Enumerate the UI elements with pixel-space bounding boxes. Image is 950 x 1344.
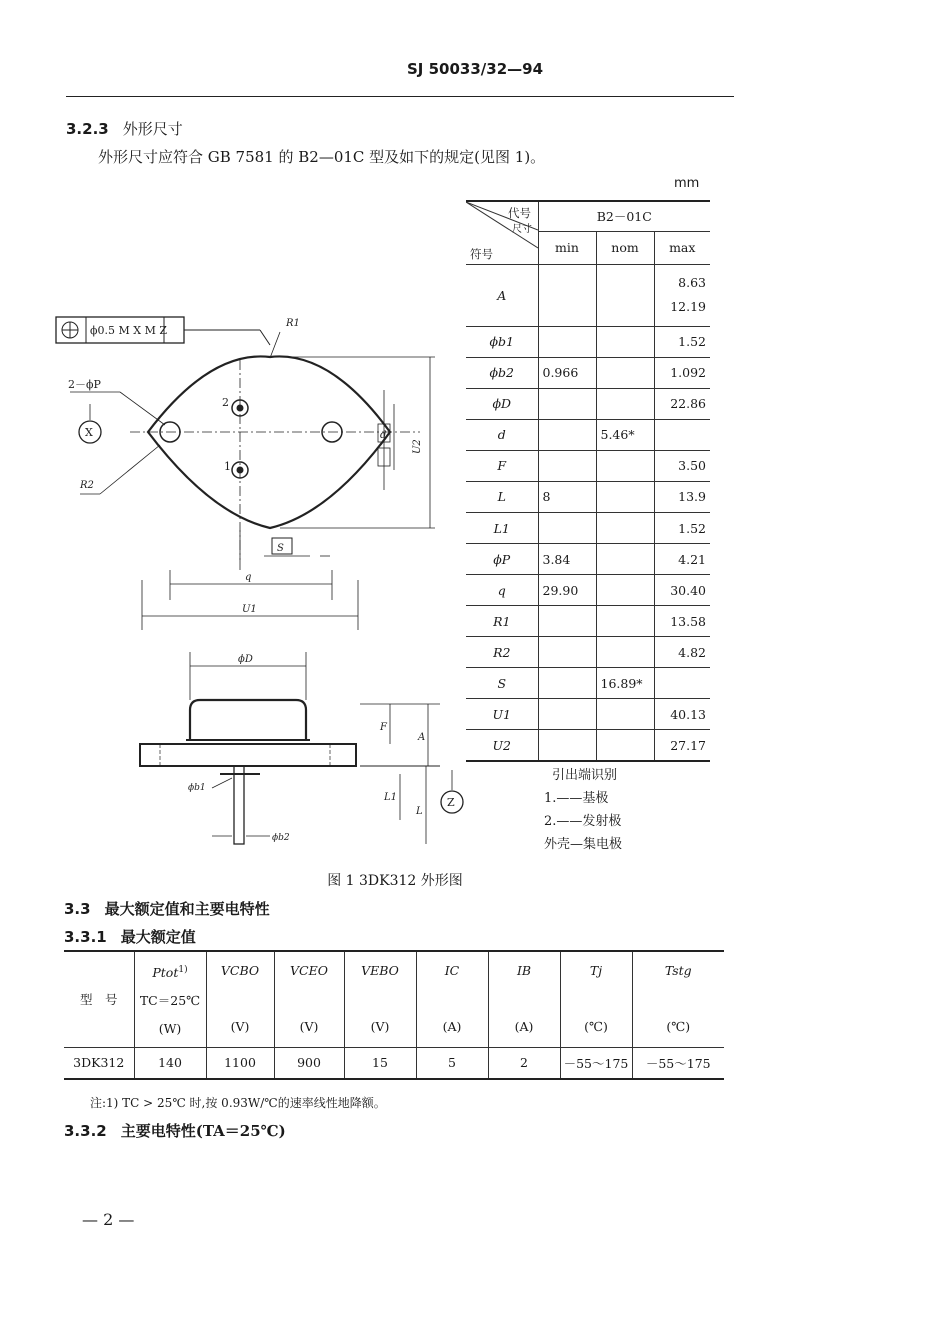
cell-model: 3DK312 [64, 1047, 134, 1079]
row-symbol: ϕD [466, 388, 538, 419]
pin-id-emitter: 2.——发射极 [544, 814, 622, 829]
row-max: 4.21 [654, 544, 710, 575]
d-label: d [380, 430, 387, 441]
section-3-3-2-heading [64, 1120, 286, 1141]
ptot-header [134, 951, 206, 1047]
row-nom: 16.89* [596, 668, 654, 699]
row-nom [596, 544, 654, 575]
row-nom [596, 699, 654, 730]
row-symbol: L1 [466, 512, 538, 543]
col-min-header: min [538, 231, 596, 264]
table-row [466, 575, 710, 606]
phib1-label: ϕb1 [188, 783, 206, 793]
table-row [466, 699, 710, 730]
row-max: 1.52 [654, 512, 710, 543]
vceo-symbol: VCEO [290, 963, 328, 979]
table-row [466, 264, 710, 326]
tolerance-text: ϕ0.5 M X M Z [90, 324, 167, 337]
pin-1-label: 1 [224, 460, 231, 473]
tstg-unit: (℃) [666, 1019, 691, 1035]
table-row [466, 544, 710, 575]
row-nom [596, 357, 654, 388]
row-min [538, 264, 596, 326]
l-label: L [416, 806, 423, 817]
cell-vebo: 15 [344, 1047, 416, 1079]
pin-2-label: 2 [222, 396, 229, 409]
col-nom-header: nom [596, 231, 654, 264]
vebo-unit: (V) [370, 1019, 390, 1035]
cell-ptot: 140 [134, 1047, 206, 1079]
row-max: 1.52 [654, 326, 710, 357]
row-symbol: L [466, 481, 538, 512]
row-min [538, 730, 596, 761]
row-symbol: R2 [466, 637, 538, 668]
vcbo-unit: (V) [230, 1019, 250, 1035]
row-max [654, 419, 710, 450]
section-3-3-1-heading [64, 926, 196, 947]
f-label: F [380, 722, 387, 733]
cell-tj: －55～175 [560, 1047, 632, 1079]
row-max: 13.58 [654, 606, 710, 637]
row-max: 3.50 [654, 450, 710, 481]
table-row [466, 357, 710, 388]
row-nom: 5.46* [596, 419, 654, 450]
side-flange [140, 744, 356, 766]
row-nom [596, 512, 654, 543]
r1-label: R1 [286, 318, 300, 329]
row-nom [596, 637, 654, 668]
section-3-2-3-heading [66, 118, 183, 139]
section-title: 最大额定值 [120, 928, 196, 946]
row-min [538, 388, 596, 419]
section-3-2-3-text: 外形尺寸应符合 GB 7581 的 B2—01C 型及如下的规定(见图 1)。 [98, 148, 546, 166]
row-min: 8 [538, 481, 596, 512]
tj-header [560, 951, 632, 1047]
row-max [654, 264, 710, 326]
datum-x-label: X [85, 426, 93, 439]
u1-label: U1 [242, 604, 257, 615]
footnote: 注:1) TC > 25℃ 时,按 0.93W/℃的速率线性地降额。 [90, 1096, 386, 1110]
cell-vceo: 900 [274, 1047, 344, 1079]
row-symbol: R1 [466, 606, 538, 637]
row-max: 27.17 [654, 730, 710, 761]
ib-header [488, 951, 560, 1047]
type-header: B2－01C [538, 201, 710, 231]
section-title: 最大额定值和主要电特性 [104, 900, 270, 918]
row-nom [596, 450, 654, 481]
figure-caption: 图 1 3DK312 外形图 [327, 873, 463, 889]
case-outline [148, 356, 390, 528]
ratings-header-row [64, 951, 724, 1047]
table-row [466, 668, 710, 699]
q-label: q [245, 572, 252, 583]
row-symbol: S [466, 668, 538, 699]
row-max: 1.092 [654, 357, 710, 388]
ic-unit: (A) [442, 1019, 462, 1035]
table-row [466, 606, 710, 637]
row-symbol: q [466, 575, 538, 606]
cell-vcbo: 1100 [206, 1047, 274, 1079]
unit-label: mm [674, 176, 700, 191]
section-number: 3.3.2 [64, 1122, 107, 1140]
row-min [538, 419, 596, 450]
row-min [538, 512, 596, 543]
ib-symbol: IB [516, 963, 532, 979]
u2-label: U2 [412, 439, 423, 454]
row-symbol: A [466, 264, 538, 326]
row-min [538, 326, 596, 357]
lead [234, 766, 244, 844]
r2-label: R2 [80, 480, 94, 491]
ptot-note: 1) [178, 964, 188, 975]
row-min [538, 637, 596, 668]
row-nom [596, 575, 654, 606]
vceo-header [274, 951, 344, 1047]
s-label: S [277, 543, 284, 554]
datum-z-label: Z [447, 796, 455, 809]
tj-unit: (℃) [584, 1019, 608, 1035]
row-nom [596, 326, 654, 357]
row-symbol: d [466, 419, 538, 450]
2p-label: 2－ϕP [68, 378, 101, 391]
vebo-symbol: VEBO [361, 963, 399, 979]
l1-label: L1 [384, 792, 398, 803]
row-symbol: ϕb2 [466, 357, 538, 388]
row-min: 29.90 [538, 575, 596, 606]
vcbo-header [206, 951, 274, 1047]
row-nom [596, 730, 654, 761]
row-max [654, 668, 710, 699]
row-max: 4.82 [654, 637, 710, 668]
a-label: A [418, 732, 426, 743]
table-row [466, 326, 710, 357]
corner-code-label: 代号 [508, 206, 531, 220]
table-row [466, 419, 710, 450]
corner-symbol-label: 符号 [470, 247, 493, 261]
row-nom [596, 606, 654, 637]
phid-label: ϕD [238, 654, 253, 665]
section-3-3-heading [64, 898, 270, 919]
row-max: 40.13 [654, 699, 710, 730]
table-row [466, 730, 710, 761]
section-number: 3.2.3 [66, 120, 109, 138]
tstg-header [632, 951, 724, 1047]
row-min: 0.966 [538, 357, 596, 388]
cell-tstg: －55～175 [632, 1047, 724, 1079]
row-nom [596, 264, 654, 326]
tc-condition: TC＝25℃ [139, 992, 201, 1008]
row-nom [596, 388, 654, 419]
ptot-unit: (W) [158, 1020, 182, 1036]
pin-2-core [237, 405, 243, 411]
row-symbol: ϕb1 [466, 326, 538, 357]
page-number: — 2 — [82, 1210, 135, 1229]
2p-leader [120, 392, 165, 425]
row-min [538, 699, 596, 730]
corner-dim-label: 尺寸 [512, 224, 532, 235]
vebo-header [344, 951, 416, 1047]
pin-identification [544, 764, 623, 856]
row-symbol: ϕP [466, 544, 538, 575]
section-title: 主要电特性(TA＝25℃) [120, 1122, 286, 1140]
max-ratings-table [64, 950, 724, 1080]
table-row [466, 637, 710, 668]
header-rule [66, 96, 734, 97]
row-max-value: 8.63 [678, 275, 706, 291]
row-min [538, 606, 596, 637]
model-header: 型 号 [64, 951, 134, 1047]
ic-symbol: IC [444, 963, 460, 979]
ic-header [416, 951, 488, 1047]
pin-id-title: 引出端识别 [552, 768, 618, 783]
row-min: 3.84 [538, 544, 596, 575]
section-title: 外形尺寸 [122, 120, 183, 138]
row-symbol: U2 [466, 730, 538, 761]
cell-ib: 2 [488, 1047, 560, 1079]
section-number: 3.3 [64, 900, 91, 918]
pin-id-collector: 外壳—集电极 [544, 837, 623, 852]
table-row [466, 512, 710, 543]
cell-ic: 5 [416, 1047, 488, 1079]
row-min [538, 668, 596, 699]
table-row [466, 388, 710, 419]
row-symbol: U1 [466, 699, 538, 730]
vceo-unit: (V) [299, 1019, 319, 1035]
r2-leader [100, 445, 160, 494]
side-cap [190, 700, 306, 740]
pin-id-base: 1.——基极 [544, 791, 609, 806]
corner-header-cell [466, 201, 538, 264]
phib2-label: ϕb2 [272, 833, 290, 843]
row-symbol: F [466, 450, 538, 481]
row-max: 30.40 [654, 575, 710, 606]
table-row [64, 1047, 724, 1079]
outline-drawing [40, 300, 480, 860]
row-max: 13.9 [654, 481, 710, 512]
row-max-value-2: 12.19 [670, 299, 706, 315]
r1-leader [270, 332, 280, 358]
dimension-table [466, 200, 710, 762]
row-nom [596, 481, 654, 512]
row-min [538, 450, 596, 481]
document-code: SJ 50033/32—94 [406, 60, 544, 78]
tj-symbol: Tj [589, 963, 603, 979]
ib-unit: (A) [514, 1019, 534, 1035]
section-number: 3.3.1 [64, 928, 107, 946]
pin-1-core [237, 467, 243, 473]
tstg-symbol: Tstg [664, 963, 692, 979]
col-max-header: max [654, 231, 710, 264]
table-row [466, 450, 710, 481]
vcbo-symbol: VCBO [220, 963, 260, 979]
row-max: 22.86 [654, 388, 710, 419]
table-row [466, 481, 710, 512]
ptot-symbol: Ptot [152, 964, 179, 980]
